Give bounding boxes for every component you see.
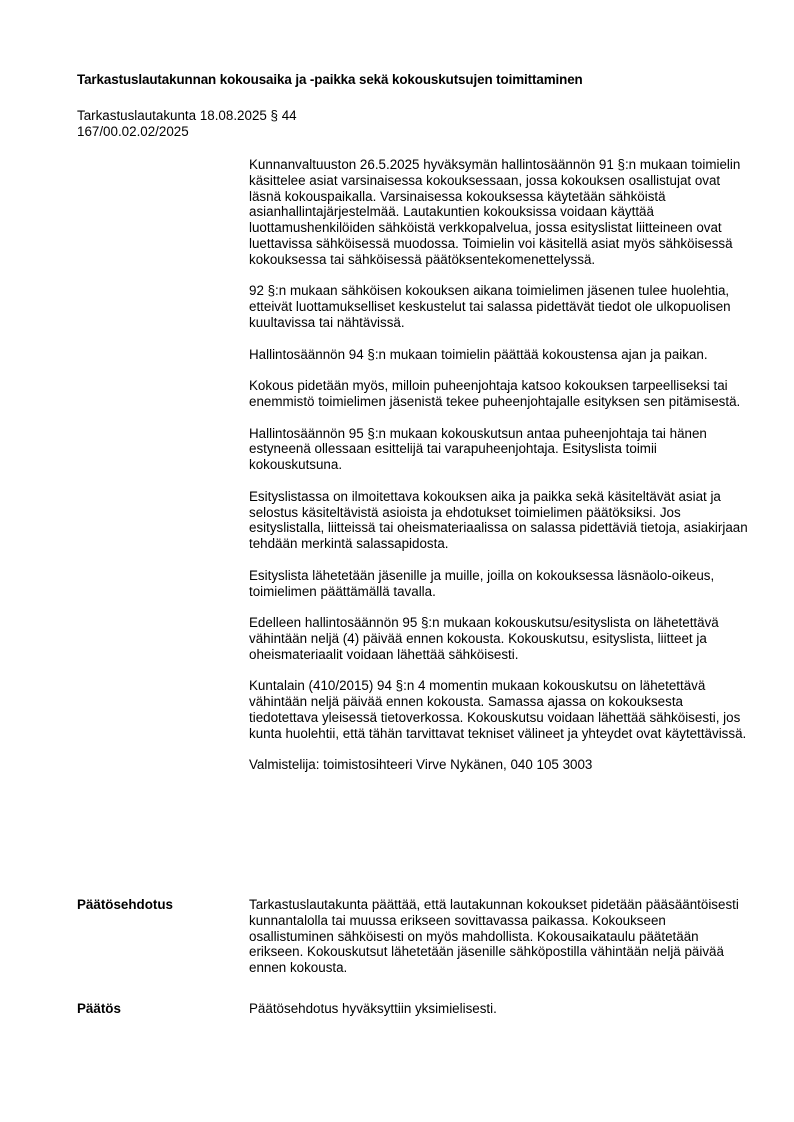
decision-text: Päätösehdotus hyväksyttiin yksimielisesti.	[249, 1001, 497, 1016]
body-paragraph: Hallintosäännön 94 §:n mukaan toimielin päättää kokoustensa ajan ja paikan.	[249, 346, 708, 362]
proposal-text: Tarkastuslautakunta päättää, että lautakunnan kokoukset pidetään pääsääntöisesti kunnantalolla tai muussa erikseen sovittavassa paikassa. Kokoukseen osallistuminen sähköisesti on myös mahdollista. Kokousaikataulu päätetään erikseen. Kokouskutsut lähetetään jäsenille sähköpostilla vähintään neljä päivää ennen kokousta.	[249, 897, 739, 976]
proposal-label: Päätösehdotus	[77, 897, 173, 912]
document-title: Tarkastuslautakunnan kokousaika ja -paikka sekä kokouskutsujen toimittaminen	[77, 72, 583, 87]
body-paragraph: Kunnanvaltuuston 26.5.2025 hyväksymän hallintosäännön 91 §:n mukaan toimielin käsittelee asiat varsinaisessa kokouksessaan, jossa kokouksen osallistujat ovat läsnä kokouspaikalla. Varsinaisessa kokouksessa käytetään sähköistä asianhallintajärjestelmää. Lautakuntien kokouksissa voidaan käyttää luottamushenkilöiden sähköistä verkkopalvelua, jossa esityslistat liitteineen ovat luettavissa sähköisessä muodossa. Toimielin voi käsitellä asiat myös sähköisessä kokouksessa tai sähköisessä päätöksentekomenettelyssä.	[249, 157, 741, 267]
body-paragraph: Esityslista lähetetään jäsenille ja muille, joilla on kokouksessa läsnäolo-oikeus, toimielimen päättämällä tavalla.	[249, 567, 715, 599]
body-paragraph: Kokous pidetään myös, milloin puheenjohtaja katsoo kokouksen tarpeelliseksi tai enemmistö toimielimen jäsenistä tekee puheenjohtajalle esityksen sen pitämisestä.	[249, 378, 741, 409]
meeting-line: Tarkastuslautakunta 18.08.2025 § 44	[77, 108, 297, 123]
body-paragraph: Esityslistassa on ilmoitettava kokouksen aika ja paikka sekä käsiteltävät asiat ja selostus käsiteltävistä asioista ja ehdotukset toimielimen päätöksiksi. Jos esityslistalla, liitteissä tai oheismateriaalissa on salassa pidettäviä tietoja, asiakirjaan tehdään merkintä salassapidosta.	[249, 488, 748, 552]
document-meta	[77, 108, 297, 140]
decision-label: Päätös	[77, 1001, 121, 1016]
record-number: 167/00.02.02/2025	[77, 123, 189, 139]
body-paragraph: Edelleen hallintosäännön 95 §:n mukaan kokouskutsu/esityslista on lähetettävä vähintään neljä (4) päivää ennen kokousta. Kokouskutsu, esityslista, liitteet ja oheismateriaalit voidaan lähettää sähköisesti.	[249, 615, 719, 662]
body-paragraph: Kuntalain (410/2015) 94 §:n 4 momentin mukaan kokouskutsu on lähetettävä vähintään neljä päivää ennen kokousta. Samassa ajassa on kokouksesta tiedotettava yleisessä tietoverkossa. Kokouskutsu voidaan lähettää sähköisesti, jos kunta huolehtii, että tähän tarvittavat tekniset välineet ja yhteydet ovat käytettävissä.	[249, 678, 747, 741]
preparer-line: Valmistelija: toimistosihteeri Virve Nykänen, 040 105 3003	[249, 757, 593, 773]
body-paragraph: 92 §:n mukaan sähköisen kokouksen aikana toimielimen jäsenen tulee huolehtia, etteivät luottamukselliset keskustelut tai salassa pidettävät tiedot ole ulkopuolisen kuultavissa tai nähtävissä.	[249, 283, 731, 330]
body-paragraph: Hallintosäännön 95 §:n mukaan kokouskutsun antaa puheenjohtaja tai hänen estyneenä ollessaan esittelijä tai varapuheenjohtaja. Esityslista toimii kokouskutsuna.	[249, 425, 707, 473]
document-body	[249, 157, 749, 789]
